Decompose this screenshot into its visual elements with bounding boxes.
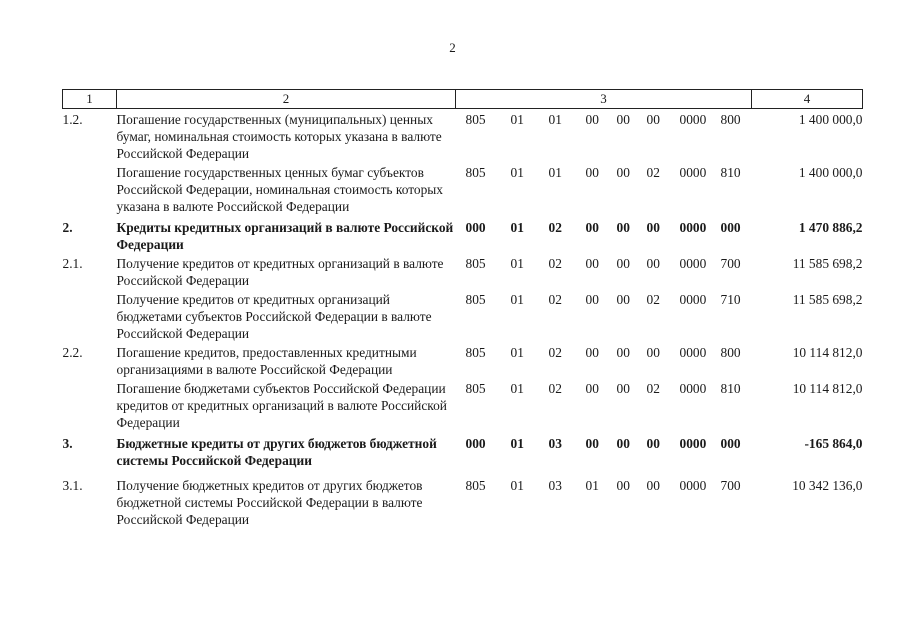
table-row <box>63 431 863 469</box>
budget-classification-code <box>456 215 752 253</box>
code-segment-1: 805 <box>465 256 486 271</box>
row-amount: 1 400 000,0 <box>798 165 863 180</box>
budget-classification-code <box>456 469 752 528</box>
table-row <box>63 469 863 528</box>
code-segment-1: 805 <box>465 381 486 396</box>
code-segment-5: 00 <box>616 292 630 307</box>
code-segment-4: 00 <box>585 220 599 235</box>
code-segment-5: 00 <box>616 345 630 360</box>
row-name: Кредиты кредитных организаций в валюте Российской Федерации <box>116 220 454 252</box>
column-number-row <box>63 90 863 109</box>
code-segment-1: 000 <box>465 436 486 451</box>
code-segment-3: 01 <box>548 112 562 127</box>
code-segment-7: 0000 <box>679 256 707 271</box>
code-segment-8: 700 <box>720 256 741 271</box>
code-segment-7: 0000 <box>679 381 707 396</box>
code-segments <box>456 291 752 308</box>
row-name: Бюджетные кредиты от других бюджетов бюджетной системы Российской Федерации <box>116 436 437 468</box>
code-segments <box>456 380 752 397</box>
row-amount: 1 400 000,0 <box>798 112 863 127</box>
row-name: Погашение бюджетами субъектов Российской Федерации кредитов от кредитных организаций в валюте Российской Федерации <box>116 381 447 430</box>
sources-table <box>62 89 863 528</box>
code-segment-8: 810 <box>720 165 741 180</box>
code-segments <box>456 111 752 128</box>
budget-classification-code <box>456 253 752 289</box>
code-segment-1: 805 <box>465 478 486 493</box>
code-segment-4: 00 <box>585 112 599 127</box>
table-row <box>63 342 863 378</box>
code-segment-2: 01 <box>510 165 524 180</box>
code-segment-2: 01 <box>510 345 524 360</box>
code-segment-2: 01 <box>510 112 524 127</box>
row-name: Получение кредитов от кредитных организаций в валюте Российской Федерации <box>116 256 444 288</box>
code-segment-3: 02 <box>548 345 562 360</box>
code-segment-2: 01 <box>510 292 524 307</box>
code-segment-3: 02 <box>548 381 562 396</box>
code-segment-4: 01 <box>585 478 599 493</box>
code-segment-6: 00 <box>646 256 660 271</box>
row-number: 2. <box>62 220 73 235</box>
code-segment-3: 03 <box>548 436 562 451</box>
code-segment-3: 02 <box>548 256 562 271</box>
code-segment-4: 00 <box>585 165 599 180</box>
row-amount: -165 864,0 <box>804 436 863 451</box>
code-segment-2: 01 <box>510 478 524 493</box>
table-row <box>63 289 863 342</box>
code-segment-6: 02 <box>646 292 660 307</box>
code-segment-2: 01 <box>510 381 524 396</box>
code-segment-2: 01 <box>510 436 524 451</box>
row-number: 2.1. <box>62 256 83 271</box>
code-segments <box>456 255 752 272</box>
code-segment-7: 0000 <box>679 345 707 360</box>
code-segment-7: 0000 <box>679 220 707 235</box>
table-row <box>63 215 863 253</box>
code-segment-7: 0000 <box>679 292 707 307</box>
budget-classification-code <box>456 378 752 431</box>
table-body <box>63 109 863 529</box>
code-segment-6: 00 <box>646 112 660 127</box>
row-amount: 11 585 698,2 <box>792 292 863 307</box>
row-amount: 1 470 886,2 <box>798 220 863 235</box>
code-segment-1: 805 <box>465 165 486 180</box>
code-segment-3: 03 <box>548 478 562 493</box>
code-segment-6: 02 <box>646 165 660 180</box>
code-segment-6: 02 <box>646 381 660 396</box>
row-amount: 10 342 136,0 <box>792 478 863 493</box>
budget-classification-code <box>456 109 752 163</box>
code-segment-4: 00 <box>585 345 599 360</box>
code-segments <box>456 219 752 236</box>
code-segments <box>456 477 752 494</box>
code-segment-4: 00 <box>585 436 599 451</box>
column-number-4: 4 <box>752 90 863 109</box>
code-segment-8: 810 <box>720 381 741 396</box>
table-row <box>63 378 863 431</box>
code-segment-7: 0000 <box>679 478 707 493</box>
code-segment-8: 800 <box>720 112 741 127</box>
code-segment-2: 01 <box>510 220 524 235</box>
budget-classification-code <box>456 431 752 469</box>
row-name: Получение кредитов от кредитных организаций бюджетами субъектов Российской Федерации в валюте Российской Федерации <box>116 292 432 341</box>
row-number <box>63 378 117 431</box>
code-segment-5: 00 <box>616 220 630 235</box>
row-number: 1.2. <box>62 112 83 127</box>
code-segment-8: 710 <box>720 292 741 307</box>
table-row <box>63 162 863 215</box>
code-segment-8: 000 <box>720 436 741 451</box>
budget-classification-code <box>456 342 752 378</box>
code-segment-3: 02 <box>548 220 562 235</box>
code-segment-4: 00 <box>585 256 599 271</box>
row-name: Погашение государственных (муниципальных) ценных бумаг, номинальная стоимость которых указана в валюте Российской Федерации <box>116 112 442 161</box>
row-number <box>63 162 117 215</box>
code-segment-1: 000 <box>465 220 486 235</box>
table-row <box>63 253 863 289</box>
code-segment-6: 00 <box>646 436 660 451</box>
code-segment-7: 0000 <box>679 165 707 180</box>
code-segment-1: 805 <box>465 112 486 127</box>
code-segment-7: 0000 <box>679 436 707 451</box>
code-segment-3: 01 <box>548 165 562 180</box>
code-segment-8: 800 <box>720 345 741 360</box>
row-name: Получение бюджетных кредитов от других бюджетов бюджетной системы Российской Федерации в валюте Российской Федерации <box>116 478 423 527</box>
code-segment-4: 00 <box>585 292 599 307</box>
code-segment-6: 00 <box>646 345 660 360</box>
code-segment-2: 01 <box>510 256 524 271</box>
code-segment-6: 00 <box>646 220 660 235</box>
code-segments <box>456 435 752 452</box>
code-segment-8: 700 <box>720 478 741 493</box>
row-name: Погашение кредитов, предоставленных кредитными организациями в валюте Российской Федерации <box>116 345 417 377</box>
row-name: Погашение государственных ценных бумаг субъектов Российской Федерации, номинальная стоимость которых указана в валюте Российской Федерации <box>116 165 443 214</box>
code-segment-5: 00 <box>616 165 630 180</box>
row-number: 2.2. <box>62 345 83 360</box>
page-number: 2 <box>449 40 456 55</box>
row-amount: 10 114 812,0 <box>792 381 863 396</box>
row-number: 3. <box>62 436 73 451</box>
code-segment-5: 00 <box>616 436 630 451</box>
row-amount: 10 114 812,0 <box>792 345 863 360</box>
row-number: 3.1. <box>62 478 83 493</box>
code-segment-5: 00 <box>616 381 630 396</box>
table-row <box>63 109 863 163</box>
budget-classification-code <box>456 162 752 215</box>
column-number-2: 2 <box>117 90 456 109</box>
code-segment-6: 00 <box>646 478 660 493</box>
code-segment-7: 0000 <box>679 112 707 127</box>
row-amount: 11 585 698,2 <box>792 256 863 271</box>
code-segments <box>456 344 752 361</box>
code-segment-3: 02 <box>548 292 562 307</box>
row-number <box>63 289 117 342</box>
column-number-3: 3 <box>456 90 752 109</box>
column-number-1: 1 <box>63 90 117 109</box>
code-segment-1: 805 <box>465 292 486 307</box>
code-segment-5: 00 <box>616 478 630 493</box>
budget-classification-code <box>456 289 752 342</box>
code-segments <box>456 164 752 181</box>
code-segment-5: 00 <box>616 112 630 127</box>
code-segment-1: 805 <box>465 345 486 360</box>
code-segment-4: 00 <box>585 381 599 396</box>
code-segment-8: 000 <box>720 220 741 235</box>
code-segment-5: 00 <box>616 256 630 271</box>
